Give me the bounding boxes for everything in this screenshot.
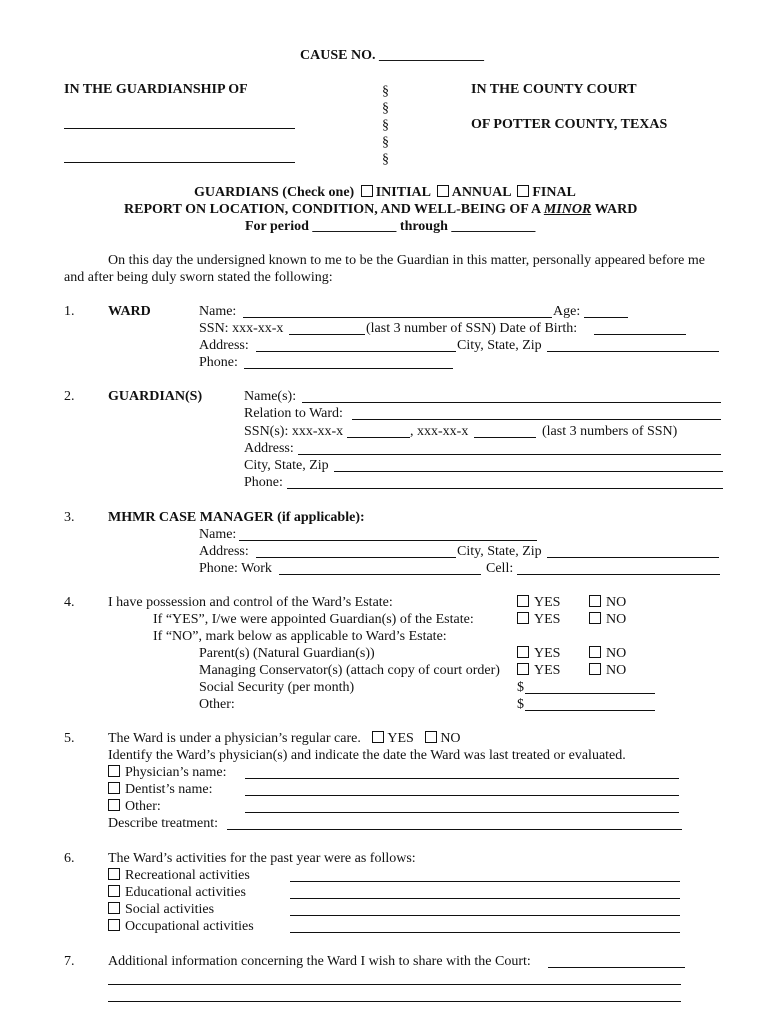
- guardian-ssn-mid: , xxx-xx-x: [410, 424, 469, 439]
- yes-label: YES: [534, 663, 561, 678]
- case-manager-phone-label: Phone: Work: [199, 561, 272, 576]
- no-label: NO: [606, 663, 627, 678]
- social-security-label: Social Security (per month): [199, 680, 355, 695]
- relation-field[interactable]: [352, 419, 721, 420]
- recreational-label: Recreational activities: [125, 868, 250, 883]
- ward-phone-field[interactable]: [244, 368, 453, 369]
- guardian-address-label: Address:: [244, 441, 294, 456]
- conservator-no-option: [589, 663, 626, 679]
- ward-name-line-2[interactable]: [64, 162, 295, 163]
- physician-label: Physician’s name:: [125, 765, 227, 780]
- possession-question: I have possession and control of the Ward’s Estate:: [108, 595, 393, 610]
- case-manager-cell-field[interactable]: [517, 574, 720, 575]
- case-manager-phone-field[interactable]: [279, 574, 481, 575]
- regular-care-row: [108, 731, 461, 747]
- additional-info-field-1[interactable]: [548, 967, 685, 968]
- case-manager-address-field[interactable]: [256, 557, 456, 558]
- dentist-option: [108, 782, 213, 798]
- educational-label: Educational activities: [125, 885, 246, 900]
- case-manager-cell-label: Cell:: [486, 561, 514, 576]
- guardian-ssn-field-1[interactable]: [347, 437, 410, 438]
- parents-yes-option: [517, 646, 560, 662]
- occupational-field[interactable]: [290, 932, 680, 933]
- social-security-amount-field[interactable]: [525, 693, 655, 694]
- educational-checkbox[interactable]: [108, 885, 120, 897]
- final-checkbox[interactable]: [517, 185, 529, 197]
- other-provider-option: [108, 799, 161, 815]
- physician-name-field[interactable]: [245, 778, 679, 779]
- guardian-ssn-field-2[interactable]: [474, 437, 536, 438]
- possession-yes-checkbox[interactable]: [517, 595, 529, 607]
- section-1-heading: WARD: [108, 304, 151, 319]
- dentist-checkbox[interactable]: [108, 782, 120, 794]
- social-option: [108, 902, 214, 918]
- other-income-label: Other:: [199, 697, 235, 712]
- guardian-phone-field[interactable]: [287, 488, 723, 489]
- additional-info-field-2[interactable]: [108, 984, 681, 985]
- social-label: Social activities: [125, 902, 215, 917]
- dentist-label: Dentist’s name:: [125, 782, 213, 797]
- other-provider-checkbox[interactable]: [108, 799, 120, 811]
- section-3-number: 3.: [64, 510, 75, 525]
- conservator-yes-option: [517, 663, 560, 679]
- initial-label: INITIAL: [375, 185, 431, 200]
- guardian-city-field[interactable]: [334, 471, 723, 472]
- yes-label: YES: [534, 595, 561, 610]
- physician-option: [108, 765, 227, 781]
- physician-checkbox[interactable]: [108, 765, 120, 777]
- dollar-sign: $: [517, 697, 524, 712]
- report-title: [124, 202, 637, 218]
- initial-checkbox[interactable]: [361, 185, 373, 197]
- relation-label: Relation to Ward:: [244, 406, 343, 421]
- educational-field[interactable]: [290, 898, 680, 899]
- case-manager-address-label: Address:: [199, 544, 249, 559]
- ward-city-field[interactable]: [547, 351, 719, 352]
- ward-name-field[interactable]: [243, 317, 552, 318]
- section-2-heading: GUARDIAN(S): [108, 389, 203, 404]
- guardian-ssn-note: (last 3 numbers of SSN): [542, 424, 678, 439]
- section-2-number: 2.: [64, 389, 75, 404]
- if-no-instruction: If “NO”, mark below as applicable to Ward’s Estate:: [153, 629, 447, 644]
- case-manager-city-field[interactable]: [547, 557, 719, 558]
- no-label: NO: [606, 646, 627, 661]
- possession-yes-option: [517, 595, 560, 611]
- occupational-label: Occupational activities: [125, 919, 254, 934]
- additional-info-field-3[interactable]: [108, 1001, 681, 1002]
- case-manager-name-field[interactable]: [239, 540, 537, 541]
- parents-no-checkbox[interactable]: [589, 646, 601, 658]
- section-sign: §: [382, 118, 389, 133]
- ward-phone-label: Phone:: [199, 355, 238, 370]
- section-6-number: 6.: [64, 851, 75, 866]
- parents-label: Parent(s) (Natural Guardian(s)): [199, 646, 375, 661]
- occupational-checkbox[interactable]: [108, 919, 120, 931]
- intro-line-1: On this day the undersigned known to me to be the Guardian in this matter, personally appeared before me: [108, 253, 705, 268]
- guardian-address-field[interactable]: [298, 454, 721, 455]
- social-field[interactable]: [290, 915, 680, 916]
- ward-address-field[interactable]: [256, 351, 456, 352]
- activities-heading: The Ward’s activities for the past year were as follows:: [108, 851, 416, 866]
- parents-no-option: [589, 646, 626, 662]
- conservator-yes-checkbox[interactable]: [517, 663, 529, 675]
- report-title-ward: WARD: [594, 202, 638, 217]
- section-4-number: 4.: [64, 595, 75, 610]
- describe-treatment-field[interactable]: [227, 829, 682, 830]
- section-1-number: 1.: [64, 304, 75, 319]
- guardians-check-label: GUARDIANS (Check one): [194, 185, 355, 200]
- other-provider-label: Other:: [125, 799, 161, 814]
- guardian-phone-label: Phone:: [244, 475, 283, 490]
- possession-no-option: [589, 595, 626, 611]
- if-yes-question: If “YES”, I/we were appointed Guardian(s) of the Estate:: [153, 612, 474, 627]
- section-sign: §: [382, 84, 389, 99]
- ward-age-field[interactable]: [584, 317, 628, 318]
- section-sign: §: [382, 135, 389, 150]
- ward-dob-field[interactable]: [594, 334, 686, 335]
- report-period: For period ____________ through ____________: [245, 219, 536, 234]
- minor-emphasis: MINOR: [543, 202, 592, 217]
- recreational-field[interactable]: [290, 881, 680, 882]
- intro-line-2: and after being duly sworn stated the following:: [64, 270, 333, 285]
- yes-label: YES: [534, 612, 561, 627]
- possession-no-checkbox[interactable]: [589, 595, 601, 607]
- county-court-label: IN THE COUNTY COURT: [471, 82, 637, 97]
- ward-ssn-note: (last 3 number of SSN) Date of Birth:: [366, 321, 578, 336]
- parents-yes-checkbox[interactable]: [517, 646, 529, 658]
- ward-name-label: Name:: [199, 304, 237, 319]
- occupational-option: [108, 919, 254, 935]
- ward-ssn-label: SSN: xxx-xx-x: [199, 321, 284, 336]
- potter-county-label: OF POTTER COUNTY, TEXAS: [471, 117, 668, 132]
- appointed-yes-option: [517, 612, 560, 628]
- report-title-text: REPORT ON LOCATION, CONDITION, AND WELL-BEING OF A: [124, 202, 541, 217]
- regular-care-question: The Ward is under a physician’s regular care.: [108, 731, 361, 746]
- ward-address-label: Address:: [199, 338, 249, 353]
- no-label: NO: [606, 612, 627, 627]
- final-label: FINAL: [532, 185, 576, 200]
- report-type-row: [194, 185, 576, 201]
- describe-treatment-label: Describe treatment:: [108, 816, 219, 831]
- recreational-option: [108, 868, 250, 884]
- identify-physician-instruction: Identify the Ward’s physician(s) and indicate the date the Ward was last treated or evaluated.: [108, 748, 626, 763]
- guardian-city-label: City, State, Zip: [244, 458, 329, 473]
- cause-number: CAUSE NO. _______________: [300, 48, 484, 63]
- ward-ssn-field[interactable]: [289, 334, 365, 335]
- no-label: NO: [440, 731, 461, 746]
- section-sign: §: [382, 101, 389, 116]
- section-5-number: 5.: [64, 731, 75, 746]
- ward-name-line-1[interactable]: [64, 128, 295, 129]
- conservator-label: Managing Conservator(s) (attach copy of court order): [199, 663, 500, 678]
- educational-option: [108, 885, 246, 901]
- guardian-ssn-label: SSN(s): xxx-xx-x: [244, 424, 344, 439]
- regular-care-no-checkbox[interactable]: [425, 731, 437, 743]
- yes-label: YES: [387, 731, 414, 746]
- appointed-yes-checkbox[interactable]: [517, 612, 529, 624]
- ward-city-label: City, State, Zip: [457, 338, 542, 353]
- guardianship-of-label: IN THE GUARDIANSHIP OF: [64, 82, 248, 97]
- social-checkbox[interactable]: [108, 902, 120, 914]
- section-3-heading: MHMR CASE MANAGER (if applicable):: [108, 510, 365, 525]
- annual-checkbox[interactable]: [437, 185, 449, 197]
- conservator-no-checkbox[interactable]: [589, 663, 601, 675]
- other-amount-field[interactable]: [525, 710, 655, 711]
- appointed-no-option: [589, 612, 626, 628]
- other-provider-field[interactable]: [245, 812, 679, 813]
- section-sign: §: [382, 152, 389, 167]
- guardian-names-label: Name(s):: [244, 389, 297, 404]
- section-7-number: 7.: [64, 954, 75, 969]
- dentist-name-field[interactable]: [245, 795, 679, 796]
- appointed-no-checkbox[interactable]: [589, 612, 601, 624]
- no-label: NO: [606, 595, 627, 610]
- guardian-names-field[interactable]: [302, 402, 721, 403]
- case-manager-name-label: Name:: [199, 527, 237, 542]
- dollar-sign: $: [517, 680, 524, 695]
- yes-label: YES: [534, 646, 561, 661]
- ward-age-label: Age:: [553, 304, 581, 319]
- additional-info-label: Additional information concerning the Ward I wish to share with the Court:: [108, 954, 531, 969]
- recreational-checkbox[interactable]: [108, 868, 120, 880]
- annual-label: ANNUAL: [451, 185, 511, 200]
- case-manager-city-label: City, State, Zip: [457, 544, 542, 559]
- regular-care-yes-checkbox[interactable]: [372, 731, 384, 743]
